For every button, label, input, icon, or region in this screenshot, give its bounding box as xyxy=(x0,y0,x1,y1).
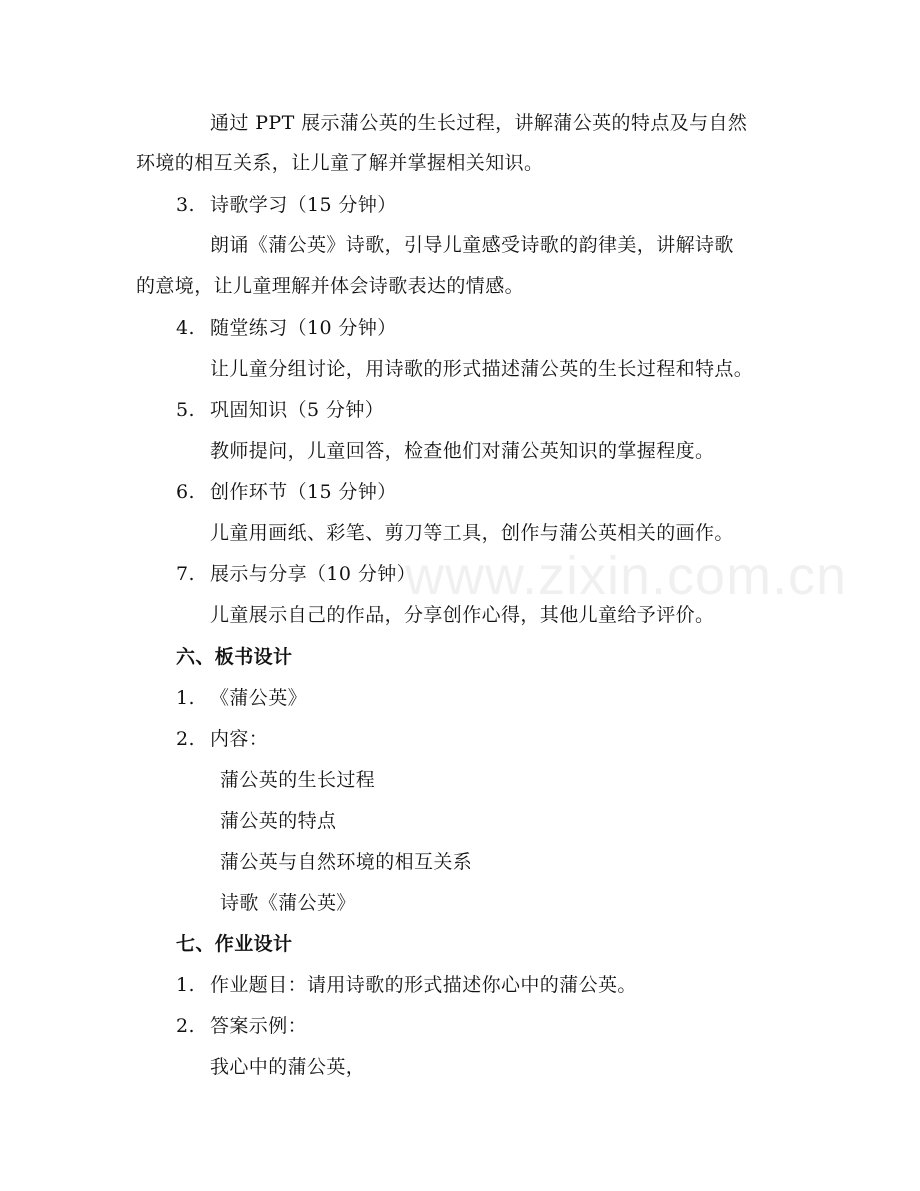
list-item xyxy=(176,479,397,505)
content-line: 蒲公英的生长过程 xyxy=(220,769,376,791)
list-number: 5. xyxy=(176,399,195,421)
paragraph-line: 让儿童分组讨论，用诗歌的形式描述蒲公英的生长过程和特点。 xyxy=(210,358,754,380)
paragraph-line: 朗诵《蒲公英》诗歌，引导儿童感受诗歌的韵律美，讲解诗歌 xyxy=(210,234,734,256)
list-number: 1. xyxy=(176,974,195,996)
list-label: 内容： xyxy=(210,728,269,750)
list-label: 随堂练习（10 分钟） xyxy=(210,317,397,339)
section-heading: 七、作业设计 xyxy=(176,933,293,955)
list-label: 展示与分享（10 分钟） xyxy=(210,563,417,585)
content-line: 蒲公英与自然环境的相互关系 xyxy=(220,851,473,873)
paragraph-line: 儿童展示自己的作品，分享创作心得，其他儿童给予评价。 xyxy=(210,604,715,626)
content-line: 蒲公英的特点 xyxy=(220,810,337,832)
list-item xyxy=(176,685,307,711)
paragraph-line: 通过 PPT 展示蒲公英的生长过程，讲解蒲公英的特点及与自然 xyxy=(210,112,748,134)
list-number: 6. xyxy=(176,481,195,503)
list-item xyxy=(176,315,397,341)
paragraph-line: 环境的相互关系，让儿童了解并掌握相关知识。 xyxy=(136,152,544,174)
list-label: 作业题目：请用诗歌的形式描述你心中的蒲公英。 xyxy=(210,974,637,996)
paragraph-line: 儿童用画纸、彩笔、剪刀等工具，创作与蒲公英相关的画作。 xyxy=(210,522,734,544)
list-number: 7. xyxy=(176,563,195,585)
list-label: 《蒲公英》 xyxy=(210,687,308,709)
list-item xyxy=(176,192,397,218)
list-label: 巩固知识（5 分钟） xyxy=(210,399,385,421)
list-number: 1. xyxy=(176,687,195,709)
paragraph-line: 我心中的蒲公英， xyxy=(210,1056,366,1078)
list-number: 2. xyxy=(176,728,195,750)
watermark: www.zixin.com.cn xyxy=(405,546,848,606)
list-item xyxy=(176,397,384,423)
content-line: 诗歌《蒲公英》 xyxy=(220,892,356,914)
list-number: 4. xyxy=(176,317,195,339)
paragraph-line: 教师提问，儿童回答，检查他们对蒲公英知识的掌握程度。 xyxy=(210,440,715,462)
list-item xyxy=(176,972,637,998)
list-number: 2. xyxy=(176,1015,195,1037)
list-item xyxy=(176,561,416,587)
list-label: 答案示例： xyxy=(210,1015,308,1037)
section-heading: 六、板书设计 xyxy=(176,646,293,668)
list-item xyxy=(176,726,268,752)
list-label: 创作环节（15 分钟） xyxy=(210,481,397,503)
list-number: 3. xyxy=(176,194,195,216)
paragraph-line: 的意境，让儿童理解并体会诗歌表达的情感。 xyxy=(136,275,525,297)
list-item xyxy=(176,1013,307,1039)
list-label: 诗歌学习（15 分钟） xyxy=(210,194,397,216)
